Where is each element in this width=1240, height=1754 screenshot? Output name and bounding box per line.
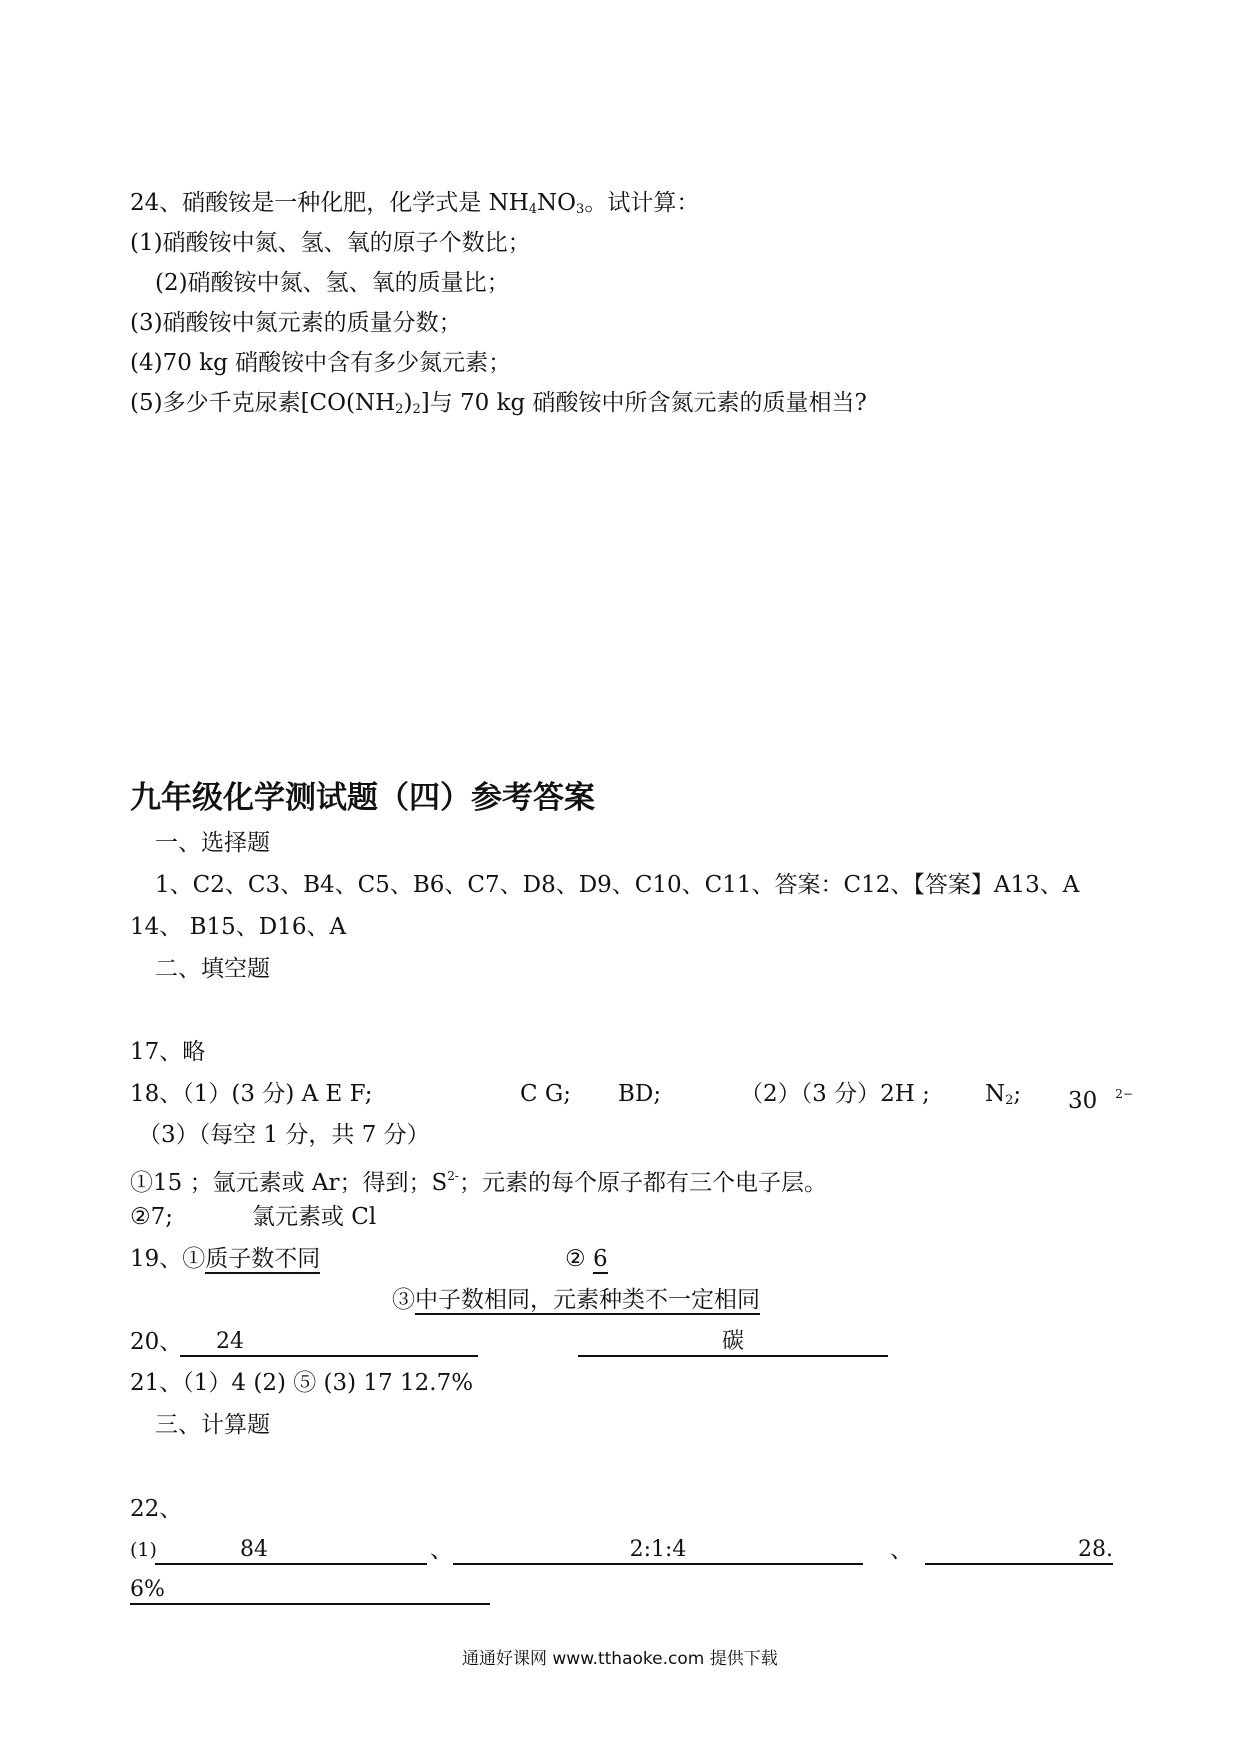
- answer-19-part1: 19、①质子数不同: [130, 1246, 321, 1272]
- answer-19-value3: 中子数相同，元素种类不一定相同: [415, 1287, 760, 1313]
- q24-part1: (1)硝酸铵中氮、氢、氧的原子个数比；: [130, 230, 531, 256]
- answer-18-part1a: 18、（1）(3 分) A E F;: [130, 1081, 373, 1107]
- answer-21: 21、（1）4 (2) ⑤ (3) 17 12.7%: [130, 1370, 474, 1396]
- mc-answers-line2: 14、 B15、D16、A: [130, 914, 347, 940]
- answer-18-part2b: $N_2$;: [985, 1081, 1022, 1108]
- answer-22-blank1: 84: [155, 1535, 427, 1565]
- answer-19-value1: 质子数不同: [205, 1246, 321, 1272]
- answer-20-label: 20、: [130, 1329, 183, 1355]
- answer-22-sep1: 、: [430, 1537, 453, 1563]
- q24-intro: 24、硝酸铵是一种化肥，化学式是 $NH_4NO_3$。试计算：: [130, 190, 700, 217]
- answer-22-part1-label: (1): [130, 1539, 157, 1561]
- answer-18-part2a: （2）（3 分）2H ;: [740, 1081, 930, 1107]
- answer-19-value2: 6: [592, 1246, 608, 1272]
- answer-22-label: 22、: [130, 1496, 183, 1522]
- section-calculation: 三、计算题: [155, 1412, 270, 1438]
- q24-part2: (2)硝酸铵中氮、氢、氧的质量比；: [155, 270, 510, 296]
- answer-22-blank3: 28.: [925, 1535, 1113, 1565]
- answer-22-sep2: 、: [890, 1537, 913, 1563]
- answer-18-part1c: BD;: [618, 1081, 662, 1107]
- answer-18-line3: ①15 ；氩元素或 Ar；得到；$S^{2-}$；元素的每个原子都有三个电子层。: [130, 1169, 827, 1196]
- answer-18-line4a: ②7;: [130, 1204, 174, 1230]
- section-fill-blank: 二、填空题: [155, 956, 270, 982]
- footer-source: 通通好课网 www.tthaoke.com 提供下载: [462, 1649, 778, 1669]
- answer-18-part3-header: （3）（每空 1 分，共 7 分）: [138, 1122, 430, 1148]
- answer-20-blank2: 碳: [578, 1327, 888, 1357]
- q24-part4: (4)70 kg 硝酸铵中含有多少氮元素；: [130, 350, 512, 376]
- answer-19-part3: ③中子数相同，元素种类不一定相同: [392, 1287, 760, 1313]
- answer-19-part2: ② 6: [565, 1246, 608, 1272]
- answer-18-part1b: C G;: [520, 1081, 572, 1107]
- q24-part5: (5)多少千克尿素$[CO(NH_2)_2]$与 70 kg 硝酸铵中所含氮元素的质量相当?: [130, 390, 867, 417]
- mc-answers-line1: 1、C2、C3、B4、C5、B6、C7、D8、D9、C10、C11、答案：C12、【答案】A13、A: [155, 872, 1080, 898]
- answer-18-part2c: 30 $^{2-}$: [1068, 1087, 1133, 1114]
- answer-20-blank1: 24: [180, 1327, 478, 1357]
- q24-part3: (3)硝酸铵中氮元素的质量分数；: [130, 310, 462, 336]
- answer-22-blank2: 2:1:4: [453, 1535, 863, 1565]
- answer-17: 17、略: [130, 1039, 206, 1065]
- answer-18-line4b: 氯元素或 Cl: [252, 1204, 377, 1230]
- answer-22-blank3-continued: 6%: [130, 1575, 490, 1605]
- section-multiple-choice: 一、选择题: [155, 830, 270, 856]
- answers-title: 九年级化学测试题（四）参考答案: [130, 780, 595, 816]
